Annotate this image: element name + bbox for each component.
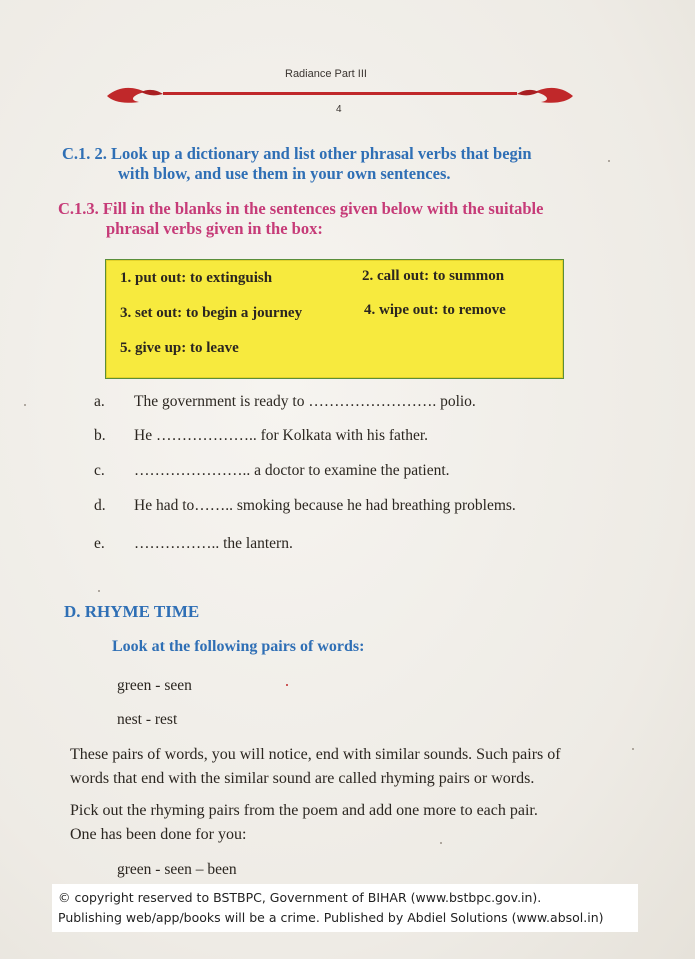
exercise-c12-line1: Look up a dictionary and list other phrasal verbs that begin — [111, 144, 532, 163]
box-item-3: 3. set out: to begin a journey — [120, 305, 303, 321]
exercise-c12-line2: with blow, and use them in your own sentences. — [118, 164, 451, 183]
copyright-line2: Publishing web/app/books will be a crime. Published by Abdiel Solutions (www.absol.in) — [58, 910, 604, 925]
box-item-5: 5. give up: to leave — [120, 340, 239, 356]
rhyme-pair-2: nest - rest — [117, 711, 178, 728]
instruction-paragraph — [70, 799, 538, 847]
scan-speck — [98, 590, 100, 592]
sentence-d — [94, 497, 516, 515]
section-d-title: D. RHYME TIME — [64, 602, 200, 621]
explanation-line1: These pairs of words, you will notice, end with similar sounds. Such pairs of — [70, 746, 561, 763]
sentence-c — [94, 462, 450, 480]
sentence-label: c. — [94, 462, 105, 479]
instruction-line1: Pick out the rhyming pairs from the poem and add one more to each pair. — [70, 802, 538, 819]
sentence-label: b. — [94, 427, 106, 444]
box-item-1: 1. put out: to extinguish — [120, 270, 273, 286]
sentence-label: d. — [94, 497, 106, 514]
running-head: Radiance Part III — [285, 68, 367, 80]
exercise-c13-line1: Fill in the blanks in the sentences given below with the suitable — [102, 199, 544, 218]
copyright-footer — [52, 884, 638, 932]
instruction-line2: One has been done for you: — [70, 826, 247, 843]
sentence-text: He had to…….. smoking because he had breathing problems. — [134, 497, 516, 514]
page-number: 4 — [336, 104, 342, 115]
scan-speck — [608, 160, 610, 162]
exercise-c12-number: C.1. 2. — [62, 144, 107, 163]
exercise-c13-line2: phrasal verbs given in the box: — [106, 219, 323, 238]
sentence-text: The government is ready to ……………………. polio. — [134, 393, 476, 410]
explanation-line2: words that end with the similar sound are called rhyming pairs or words. — [70, 770, 535, 787]
sentence-text: …………….. the lantern. — [134, 535, 293, 552]
exercise-c13-heading — [58, 199, 543, 239]
exercise-c12-heading — [62, 144, 532, 184]
phrasal-verbs-box — [105, 259, 564, 379]
sentence-text: ………………….. a doctor to examine the patient. — [134, 462, 450, 479]
box-item-2: 2. call out: to summon — [362, 268, 505, 284]
sentence-label: a. — [94, 393, 105, 410]
copyright-line1: © copyright reserved to BSTBPC, Government of BIHAR (www.bstbpc.gov.in). — [58, 890, 542, 905]
box-item-4: 4. wipe out: to remove — [364, 302, 506, 318]
sentence-e — [94, 535, 293, 553]
rhyme-pair-1: green - seen — [117, 677, 192, 694]
section-d-subtitle: Look at the following pairs of words: — [112, 638, 365, 655]
scan-speck — [632, 748, 634, 750]
scan-speck — [24, 404, 26, 406]
sentence-b — [94, 427, 428, 445]
explanation-paragraph — [70, 743, 561, 791]
sentence-text: He ……………….. for Kolkata with his father. — [134, 427, 429, 444]
sentence-a — [94, 393, 476, 411]
exercise-c13-number: C.1.3. — [58, 199, 99, 218]
scan-speck — [440, 842, 442, 844]
sentence-label: e. — [94, 535, 105, 552]
scan-speck — [286, 684, 288, 686]
example-rhyme: green - seen – been — [117, 861, 237, 878]
